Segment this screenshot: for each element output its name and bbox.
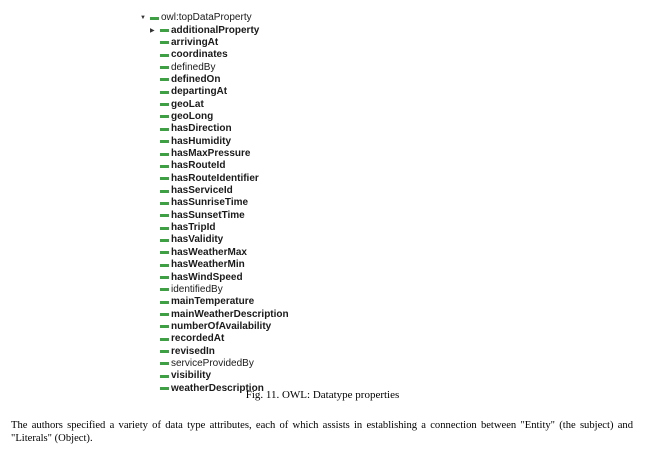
tree-item-label: hasDirection (171, 123, 232, 135)
data-property-icon (160, 276, 169, 279)
figure-caption: Fig. 11. OWL: Datatype properties (245, 389, 400, 401)
data-property-icon (160, 338, 169, 341)
tree-item[interactable] (150, 173, 259, 185)
data-property-icon (160, 190, 169, 193)
data-property-icon (160, 227, 169, 230)
tree-item[interactable] (150, 37, 218, 49)
tree-item-label: hasSunriseTime (171, 197, 249, 209)
tree-item[interactable] (150, 296, 254, 308)
tree-item-label: identifiedBy (171, 283, 223, 295)
collapsed-caret-icon[interactable]: ▶ (150, 28, 155, 34)
tree-item[interactable] (150, 321, 271, 333)
data-property-icon (160, 78, 169, 81)
tree-item-label: hasTripId (171, 222, 216, 234)
tree-item[interactable] (150, 309, 289, 321)
tree-item-label: mainWeatherDescription (171, 308, 289, 320)
tree-item-label: departingAt (171, 86, 228, 98)
tree-item-label: additionalProperty (171, 24, 260, 36)
tree-item-label: definedBy (171, 61, 216, 73)
data-property-icon (160, 66, 169, 69)
tree-item[interactable] (150, 222, 215, 234)
data-property-icon (160, 239, 169, 242)
tree-root-row[interactable] (140, 12, 252, 24)
expanded-caret-icon[interactable]: ▼ (140, 15, 146, 21)
tree-item-label: hasHumidity (171, 135, 232, 147)
tree-item-label: numberOfAvailability (171, 320, 272, 332)
tree-item-label: hasMaxPressure (171, 148, 251, 159)
data-property-icon (160, 103, 169, 106)
tree-item[interactable] (150, 259, 245, 271)
data-property-icon (160, 115, 169, 118)
tree-item[interactable] (150, 123, 232, 135)
data-property-icon (160, 301, 169, 304)
tree-item-label: hasWeatherMax (171, 246, 247, 258)
data-property-icon (160, 375, 169, 378)
data-property-icon (160, 128, 169, 131)
tree-item-label: visibility (171, 370, 212, 382)
tree-item[interactable] (150, 197, 248, 209)
tree-item[interactable] (150, 358, 254, 370)
tree-item-label: hasServiceId (171, 185, 233, 197)
tree-item[interactable] (150, 148, 251, 160)
body-paragraph: The authors specified a variety of data type attributes, each of which assists in establishing a connection between "Entity" (the subject) and "Literals" (Object). (11, 420, 633, 444)
tree-item-label: mainTemperature (171, 296, 255, 308)
data-property-icon (150, 17, 159, 20)
tree-item[interactable] (150, 247, 247, 259)
tree-item[interactable] (150, 284, 223, 296)
tree-item-label: recordedAt (171, 333, 225, 345)
data-property-icon (160, 362, 169, 365)
data-property-icon (160, 313, 169, 316)
tree-item-label: revisedIn (171, 345, 215, 357)
tree-item[interactable] (150, 99, 204, 111)
tree-item[interactable] (150, 160, 225, 172)
tree-item-label: hasRouteId (171, 160, 226, 172)
data-property-icon (160, 214, 169, 217)
tree-item-label: hasRouteIdentifier (171, 172, 259, 184)
tree-item-label: hasValidity (171, 234, 224, 246)
tree-item[interactable] (150, 185, 233, 197)
tree-item[interactable] (150, 74, 220, 86)
data-property-icon (160, 288, 169, 291)
data-property-icon (160, 41, 169, 44)
tree-item-label: weatherDescription (171, 382, 264, 394)
data-property-icon (160, 264, 169, 267)
tree-item[interactable] (150, 272, 243, 284)
data-property-icon (160, 251, 169, 254)
tree-item-label: serviceProvidedBy (171, 357, 254, 369)
tree-item-label: hasSunsetTime (171, 209, 245, 221)
data-property-icon (160, 54, 169, 57)
data-property-icon (160, 29, 169, 32)
tree-item[interactable] (150, 25, 259, 37)
tree-item[interactable] (150, 49, 228, 61)
tree-item-label: definedOn (171, 73, 221, 85)
tree-item[interactable] (150, 210, 245, 222)
data-property-icon (160, 350, 169, 353)
ontology-tree-screenshot (137, 10, 390, 394)
data-property-icon (160, 140, 169, 143)
tree-item-label: geoLat (171, 98, 204, 110)
tree-item[interactable] (150, 136, 231, 148)
data-property-icon (160, 153, 169, 156)
tree-root-label: owl:topDataProperty (161, 12, 252, 23)
tree-item[interactable] (150, 86, 227, 98)
tree-item-label: hasWindSpeed (171, 271, 243, 283)
data-property-icon (160, 202, 169, 205)
tree-item[interactable] (150, 370, 211, 382)
tree-item[interactable] (150, 333, 224, 345)
data-property-icon (160, 165, 169, 168)
tree-item[interactable] (150, 234, 223, 246)
tree-item[interactable] (150, 111, 213, 123)
tree-item-label: geoLong (171, 110, 214, 122)
data-property-icon (160, 325, 169, 328)
data-property-icon (160, 91, 169, 94)
data-property-icon (160, 177, 169, 180)
tree-item[interactable] (150, 62, 215, 74)
tree-item-label: arrivingAt (171, 36, 219, 48)
tree-item-label: hasWeatherMin (171, 259, 245, 271)
tree-item-label: coordinates (171, 49, 228, 61)
tree-item[interactable] (150, 346, 215, 358)
